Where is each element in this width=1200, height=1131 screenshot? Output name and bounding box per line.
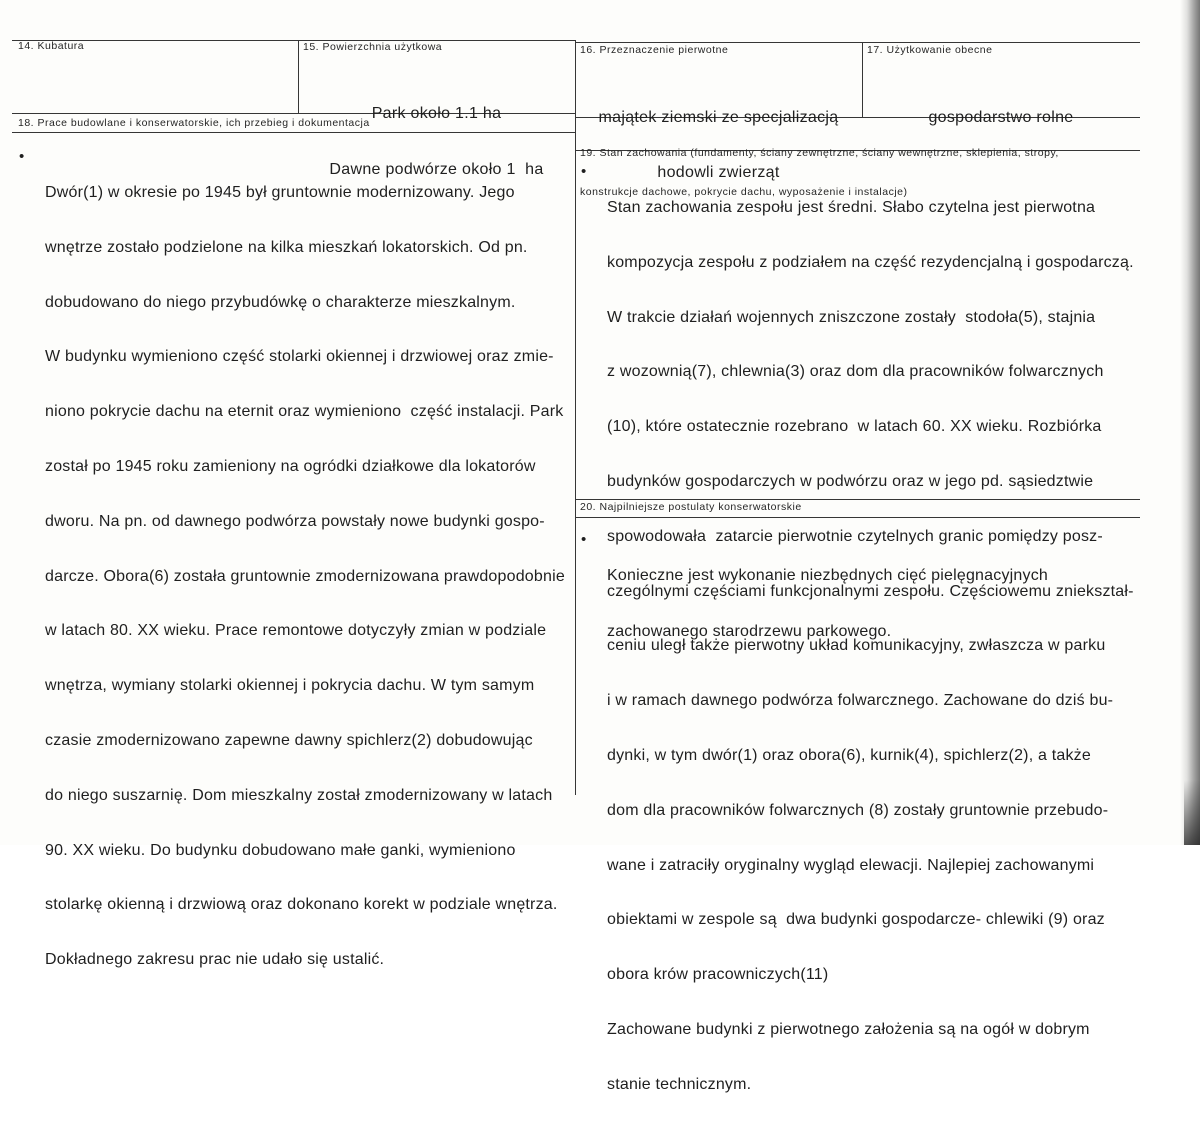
paragraph-line: stolarkę okienną i drzwiową oraz dokonano korekt w podziale wnętrza. [45, 896, 558, 914]
value-line: Park około 1.1 ha [371, 105, 502, 122]
paragraph-line: kompozycja zespołu z podziałem na część rezydencjalną i gospodarczą. [607, 253, 1134, 271]
paragraph-line: 90. XX wieku. Do budynku dobudowano małe ganki, wymieniono [45, 841, 516, 859]
bullet-icon: • [19, 148, 25, 165]
value-line: gospodarstwo rolne [928, 109, 1074, 126]
paragraph-line: i w ramach dawnego podwórza folwarcznego. Zachowane do dziś bu- [607, 692, 1114, 710]
field-15-label: 15. Powierzchnia użytkowa [303, 41, 443, 53]
paragraph-line: Stan zachowania zespołu jest średni. Słabo czytelna jest pierwotna [607, 199, 1096, 216]
paragraph-line: (10), które ostatecznie rozebrano w latach 60. XX wieku. Rozbiórka [607, 418, 1102, 436]
label-line: konstrukcje dachowe, pokrycie dachu, wyposażenie i instalacje) [580, 186, 908, 198]
paragraph-line: ceniu uległ także pierwotny układ komunikacyjny, zwłaszcza w parku [607, 637, 1106, 655]
value-line: Dawne podwórze około 1 ha [329, 161, 544, 178]
field-18-label: 18. Prace budowlane i konserwatorskie, ich przebieg i dokumentacja [18, 117, 370, 129]
paragraph-line: Konieczne jest wykonanie niezbędnych cięć pielęgnacyjnych [607, 567, 1048, 584]
field-17-label: 17. Użytkowanie obecne [867, 44, 993, 56]
bullet-icon: • [581, 531, 587, 548]
paragraph-line: wnętrze zostało podzielone na kilka mieszkań lokatorskich. Od pn. [45, 238, 528, 256]
paragraph-line: czególnymi częściami funkcjonalnymi zespołu. Częściowemu zniekształ- [607, 582, 1134, 600]
scan-corner-shadow [1184, 780, 1200, 845]
paragraph-line: dobudowano do niego przybudówkę o charakterze mieszkalnym. [45, 293, 516, 311]
paragraph-line: zachowanego starodrzewu parkowego. [607, 622, 892, 640]
rule-top-left [12, 40, 576, 41]
paragraph-line: budynków gospodarczych w podwórzu oraz w jego pd. sąsiedztwie [607, 472, 1094, 490]
paragraph-line: Zachowane budynki z pierwotnego założenia są na ogół w dobrym [607, 1020, 1090, 1038]
field-20-label: 20. Najpilniejsze postulaty konserwatorskie [580, 501, 802, 513]
paragraph-line: Dokładnego zakresu prac nie udało się ustalić. [45, 951, 385, 969]
scan-edge-shadow [1180, 0, 1200, 845]
paragraph-line: został po 1945 roku zamieniony na ogródki działkowe dla lokatorów [45, 457, 536, 475]
paragraph-line: stanie technicznym. [607, 1075, 752, 1093]
field-16-label: 16. Przeznaczenie pierwotne [580, 44, 729, 56]
paragraph-line: z wozownią(7), chlewnia(3) oraz dom dla pracowników folwarcznych [607, 363, 1104, 381]
paragraph-line: w latach 80. XX wieku. Prace remontowe dotyczyły zmian w podziale [45, 622, 547, 640]
paragraph-line: do niego suszarnię. Dom mieszkalny został zmodernizowany w latach [45, 786, 553, 804]
paragraph-line: dom dla pracowników folwarcznych (8) zostały gruntownie przebudo- [607, 801, 1109, 819]
field-18-text [45, 148, 565, 1006]
paragraph-line: wnętrza, wymiany stolarki okiennej i pokrycia dachu. W tym samym [45, 677, 535, 695]
paragraph-line: dworu. Na pn. od dawnego podwórza powstały nowe budynki gospo- [45, 512, 545, 530]
paragraph-line: dynki, w tym dwór(1) oraz obora(6), kurnik(4), spichlerz(2), a także [607, 746, 1091, 764]
paragraph-line: obiektami w zespole są dwa budynki gospodarcze- chlewiki (9) oraz [607, 911, 1105, 929]
paragraph-line: W budynku wymieniono część stolarki okiennej i drzwiowej oraz zmie- [45, 348, 554, 366]
field-14-label: 14. Kubatura [18, 40, 85, 52]
value-line: hodowli zwierząt [657, 164, 780, 181]
paragraph-line: wane i zatraciły oryginalny wygląd elewacji. Najlepiej zachowanymi [607, 856, 1095, 874]
bullet-icon: • [581, 163, 587, 180]
paragraph-line: darcze. Obora(6) została gruntownie zmodernizowana prawdopodobnie [45, 567, 565, 585]
paragraph-line: Dwór(1) w okresie po 1945 był gruntownie modernizowany. Jego [45, 184, 515, 201]
paragraph-line: W trakcie działań wojennych zniszczone zostały stodoła(5), stajnia [607, 308, 1096, 326]
paragraph-line: obora krów pracowniczych(11) [607, 966, 829, 984]
paragraph-line: niono pokrycie dachu na eternit oraz wymieniono część instalacji. Park [45, 403, 564, 421]
paragraph-line: spowodowała zatarcie pierwotnie czytelnych granic pomiędzy posz- [607, 527, 1103, 545]
field-20-text [607, 530, 1048, 677]
label-line: 19. Stan zachowania (fundamenty, ściany zewnętrzne, ściany wewnętrzne, sklepienia, stropy, [580, 147, 1059, 159]
value-line: majątek ziemski ze specjalizacją [598, 109, 839, 126]
paragraph-line: czasie zmodernizowano zapewne dawny spichlerz(2) dobudowując [45, 731, 533, 749]
